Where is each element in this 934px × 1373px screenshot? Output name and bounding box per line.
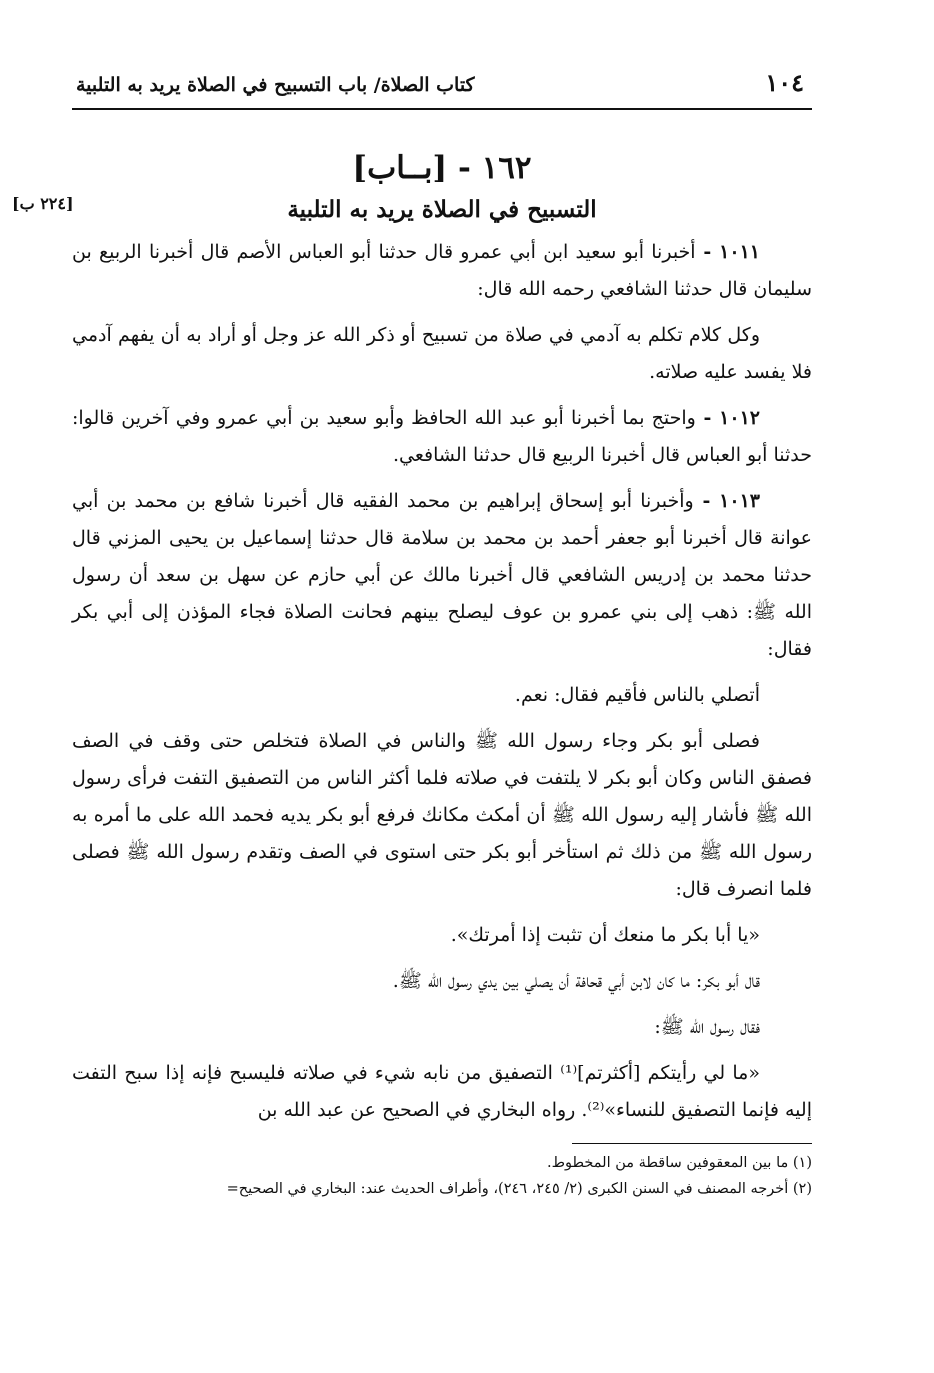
footnote: (١) ما بين المعقوفين ساقطة من المخطوط. — [547, 1155, 812, 1171]
quotation — [72, 917, 812, 954]
hadith-number: ١٠١١ - — [695, 241, 760, 263]
body-text — [72, 234, 812, 1129]
hadith-paragraph — [72, 400, 812, 474]
page-number: ١٠٤ — [765, 68, 804, 97]
footnote-divider — [572, 1143, 812, 1144]
footnote: (٢) أخرجه المصنف في السنن الكبرى (٢/ ٢٤٥، ٢٤٦)، وأطراف الحديث عند: البخاري في الصحيح= — [226, 1181, 812, 1197]
hadith-number: ١٠١٣ - — [693, 490, 760, 512]
paragraph-text: قال أبو بكر: ما كان لابن أبي قحافة أن يصلي بين يدي رسول الله ﷺ. — [392, 970, 760, 992]
running-header — [72, 56, 812, 110]
manuscript-folio-reference: [٢٢٤ ب] — [12, 194, 74, 213]
paragraph-text: «ما لي رأيتكم [أكثرتم]⁽¹⁾ التصفيق من نابه شيء في صلاته فليسبح فإنه إذا سبح التفت إليه فإنما التصفيق للنساء»⁽²⁾. رواه البخاري في الصحيح عن عبد الله بن — [72, 1062, 812, 1121]
paragraph-text: فصلى أبو بكر وجاء رسول الله ﷺ والناس في الصلاة فتخلص حتى وقف في الصف فصفق الناس وكان أبو بكر لا يلتفت في صلاته فلما أكثر الناس من التصفيق التفت فرأى رسول الله ﷺ فأشار إليه رسول الله ﷺ أن أمكث مكانك فرفع أبو بكر يديه فحمد الله على ما أمره به رسول الله ﷺ من ذلك ثم استأخر أبو بكر حتى استوى في الصف وتقدم رسول الله ﷺ فصلى فلما انصرف قال: — [72, 730, 812, 900]
paragraph-text: فقال رسول الله ﷺ: — [654, 1016, 760, 1038]
paragraph-text: وكل كلام تكلم به آدمي في صلاة من تسبيح أو ذكر الله عز وجل أو أراد به أن يفهم آدمي فلا يفسد عليه صلاته. — [72, 324, 812, 383]
footnotes — [72, 1150, 812, 1202]
paragraph — [72, 677, 812, 714]
running-title: كتاب الصلاة/ باب التسبيح في الصلاة يريد به التلبية — [76, 74, 475, 96]
paragraph — [72, 723, 812, 908]
quotation — [72, 1055, 812, 1129]
paragraph — [72, 1009, 812, 1046]
hadith-number: ١٠١٢ - — [695, 407, 760, 429]
paragraph-text: واحتج بما أخبرنا أبو عبد الله الحافظ وأبو سعيد بن أبي عمرو وفي آخرين قالوا: حدثنا أبو العباس قال أخبرنا الربيع قال حدثنا الشافعي. — [72, 407, 812, 466]
paragraph-text: وأخبرنا أبو إسحاق إبراهيم بن محمد الفقيه قال أخبرنا شافع بن محمد بن أبي عوانة قال أخبرنا أبو جعفر أحمد بن محمد بن سلامة قال حدثنا إسماعيل بن يحيى المزني قال حدثنا محمد بن إدريس الشافعي قال أخبرنا مالك عن أبي حازم عن سهل بن سعد أن رسول الله ﷺ: ذهب إلى بني عمرو بن عوف ليصلح بينهم فحانت الصلاة فجاء المؤذن إلى أبي بكر فقال: — [72, 490, 812, 660]
paragraph-text: أخبرنا أبو سعيد ابن أبي عمرو قال حدثنا أبو العباس الأصم قال أخبرنا الربيع بن سليمان قال حدثنا الشافعي رحمه الله قال: — [72, 241, 812, 300]
paragraph-text: أتصلي بالناس فأقيم فقال: نعم. — [514, 684, 760, 706]
hadith-paragraph — [72, 234, 812, 308]
paragraph-text: «يا أبا بكر ما منعك أن تثبت إذا أمرتك». — [450, 924, 760, 946]
chapter-title: التسبيح في الصلاة يريد به التلبية — [287, 196, 597, 223]
book-page — [12, 56, 812, 1316]
paragraph — [72, 317, 812, 391]
hadith-paragraph — [72, 483, 812, 668]
chapter-title-row — [12, 188, 812, 232]
paragraph — [72, 963, 812, 1000]
chapter-number: ١٦٢ - [بــاب] — [352, 150, 532, 186]
